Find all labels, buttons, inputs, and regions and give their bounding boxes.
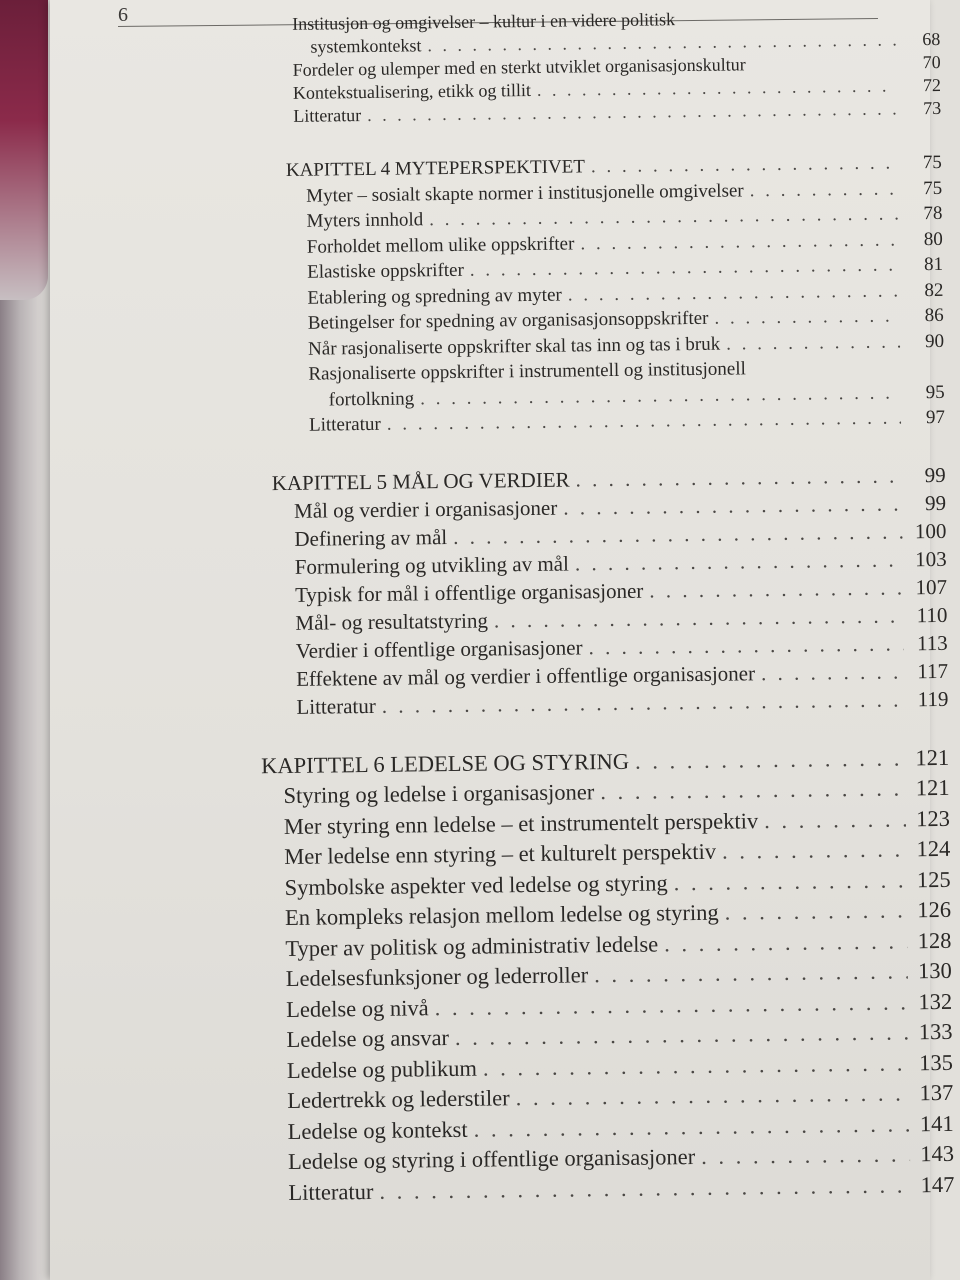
- entry-title: Definering av mål: [294, 524, 448, 551]
- entry-page: 126: [917, 896, 952, 923]
- entry-title: Ledelse og styring i offentlige organisasjoner: [287, 1144, 696, 1175]
- entry-page: 125: [916, 866, 951, 892]
- entry-page: 135: [918, 1049, 954, 1075]
- entry-page: 90: [924, 330, 945, 352]
- entry-title: Institusjon og omgivelser – kultur i en videre politisk: [292, 9, 676, 34]
- entry-title: Ledelse og publikum: [286, 1055, 478, 1083]
- entry-title: Ledelse og nivå: [286, 994, 429, 1022]
- entry-page: 97: [925, 406, 946, 429]
- entry-page: 147: [920, 1171, 955, 1197]
- entry-page: 99: [924, 490, 947, 515]
- chapter-title: KAPITTEL 5 MÅL OG VERDIER: [271, 467, 570, 495]
- leader-dots: [725, 895, 908, 928]
- entry-page: 75: [923, 177, 943, 199]
- leader-dots: [722, 834, 907, 867]
- entry-page: 113: [916, 630, 948, 655]
- book-cover-edge: [0, 0, 48, 300]
- entry-title: Ledelse og ansvar: [286, 1025, 450, 1053]
- entry-title: Litteratur: [308, 413, 381, 436]
- chapter-page: 75: [922, 151, 942, 174]
- entry-page: 107: [915, 574, 948, 599]
- entry-page: 86: [924, 304, 944, 327]
- leader-dots: [761, 657, 904, 687]
- chapter-title: KAPITTEL 6 LEDELSE OG STYRING: [261, 748, 630, 778]
- entry-page: 82: [924, 279, 944, 301]
- leader-dots: [674, 865, 907, 898]
- entry-title: systemkontekst: [310, 35, 422, 57]
- entry-title: En kompleks relasjon mellom ledelse og styring: [284, 899, 719, 931]
- toc-section: [292, 5, 941, 128]
- leader-dots: [664, 926, 908, 959]
- leader-dots: [575, 545, 903, 577]
- entry-title: fortolkning: [328, 387, 415, 410]
- toc-section: [272, 460, 949, 720]
- entry-title: Styring og ledelse i organisasjoner: [283, 779, 595, 809]
- entry-title: Mål- og resultatstyring: [295, 608, 489, 635]
- entry-title: Ledelse og kontekst: [287, 1116, 468, 1144]
- entry-title: Ledertrekk og lederstiler: [287, 1085, 510, 1114]
- entry-page: 70: [922, 51, 941, 73]
- leader-dots: [726, 329, 900, 357]
- chapter-page: 121: [915, 744, 950, 770]
- toc-section: [261, 742, 955, 1208]
- entry-title: Forholdet mellom ulike oppskrifter: [306, 232, 575, 258]
- entry-title: Ledelsesfunksjoner og lederroller: [285, 962, 589, 992]
- chapter-title: KAPITTEL 4 MYTEPERSPEKTIVET: [285, 156, 586, 181]
- entry-page: 117: [917, 658, 949, 683]
- entry-title: Formulering og utvikling av mål: [294, 551, 570, 579]
- entry-title: Betingelser for spedning av organisasjonsoppskrifter: [307, 307, 709, 334]
- entry-page: 103: [915, 546, 947, 571]
- entry-title: Litteratur: [293, 105, 362, 126]
- entry-title: Elastiske oppskrifter: [307, 259, 464, 283]
- leader-dots: [600, 773, 906, 807]
- entry-page: 81: [923, 253, 944, 276]
- toc-section: [286, 150, 945, 438]
- entry-page: 78: [923, 202, 943, 225]
- entry-title: Typer av politisk og administrativ ledelse: [285, 930, 659, 961]
- entry-page: 100: [914, 518, 947, 543]
- page-number: 6: [118, 4, 128, 26]
- entry-page: 72: [922, 74, 942, 96]
- entry-page: 73: [923, 97, 942, 119]
- book-page: [50, 0, 955, 1280]
- entry-title: Myters innhold: [306, 209, 424, 232]
- entry-title: Litteratur: [296, 693, 376, 719]
- entry-page: 137: [919, 1079, 954, 1106]
- entry-page: 132: [918, 988, 953, 1014]
- leader-dots: [591, 150, 898, 179]
- entry-title: Rasjonaliserte oppskrifter i instrumentell og institusjonell: [308, 358, 746, 385]
- leader-dots: [588, 629, 904, 661]
- leader-dots: [701, 1139, 910, 1172]
- leader-dots: [750, 176, 899, 203]
- leader-dots: [580, 227, 899, 256]
- entry-title: Mer styring enn ledelse – et instrumentelt perspektiv: [283, 807, 759, 839]
- entry-page: 110: [916, 602, 948, 627]
- entry-page: 124: [916, 835, 951, 862]
- leader-dots: [563, 489, 902, 521]
- leader-dots: [714, 303, 900, 331]
- entry-page: 119: [917, 686, 949, 711]
- entry-page: 68: [922, 28, 941, 50]
- entry-title: Symbolske aspekter ved ledelse og styring: [284, 869, 668, 900]
- entry-title: Myter – sosialt skapte normer i institusjonelle omgivelser: [306, 179, 744, 207]
- entry-title: Typisk for mål i offentlige organisasjoner: [294, 578, 644, 607]
- leader-dots: [635, 743, 905, 777]
- entry-title: Etablering og spredning av myter: [307, 284, 562, 309]
- leader-dots: [575, 461, 901, 493]
- entry-title: Verdier i offentlige organisasjoner: [295, 634, 583, 663]
- entry-page: 121: [915, 774, 950, 801]
- entry-page: 123: [915, 805, 951, 831]
- entry-page: 95: [925, 381, 945, 403]
- entry-page: 141: [919, 1110, 954, 1136]
- entry-title: Fordeler og ulemper med en sterkt utviklet organisasjonskultur: [292, 54, 746, 80]
- entry-page: 133: [918, 1018, 953, 1045]
- chapter-page: 99: [924, 462, 946, 487]
- entry-title: Når rasjonaliserte oppskrifter skal tas inn og tas i bruk: [307, 333, 721, 360]
- entry-page: 128: [917, 927, 952, 953]
- entry-page: 143: [920, 1140, 955, 1167]
- entry-title: Litteratur: [288, 1178, 374, 1205]
- table-of-contents: [200, 5, 955, 1209]
- leader-dots: [764, 804, 906, 836]
- leader-dots: [379, 1170, 910, 1207]
- leader-dots: [515, 1078, 909, 1113]
- entry-page: 130: [917, 957, 952, 984]
- leader-dots: [387, 405, 902, 437]
- entry-title: Mer ledelse enn styring – et kulturelt perspektiv: [284, 838, 717, 870]
- entry-title: Kontekstualisering, etikk og tillit: [292, 79, 532, 103]
- entry-title: Mål og verdier i organisasjoner: [293, 495, 558, 523]
- leader-dots: [594, 956, 908, 990]
- entry-page: 80: [923, 228, 943, 250]
- leader-dots: [382, 685, 905, 719]
- entry-title: Effektene av mål og verdier i offentlige organisasjoner: [295, 660, 756, 691]
- leader-dots: [649, 573, 903, 604]
